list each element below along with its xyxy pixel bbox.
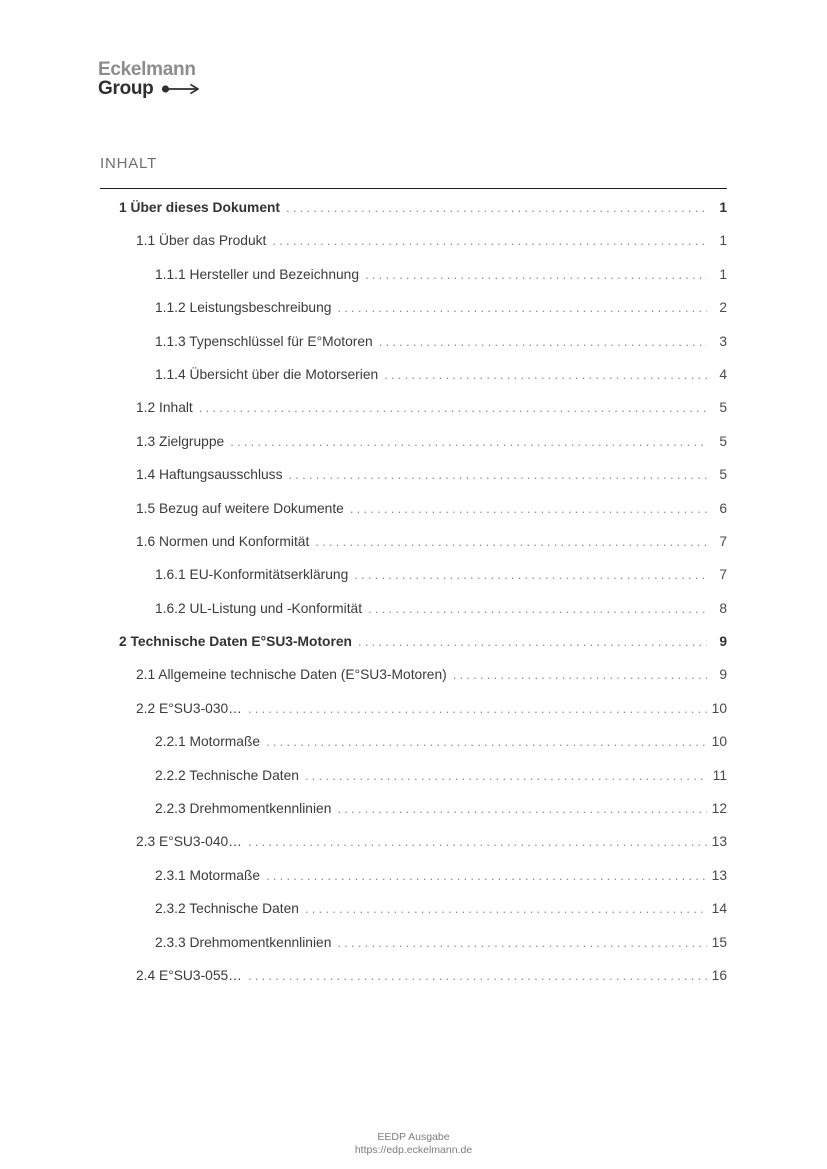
toc-dot-leader [379,325,707,358]
toc-entry-label: 1.1.4 Übersicht über die Motorserien [155,366,379,382]
toc-dot-leader [248,825,707,858]
toc-entry-page: 8 [719,600,727,616]
toc-entry-page: 5 [719,433,727,449]
toc-entry-page: 5 [719,467,727,483]
page-title: INHALT [100,155,158,172]
toc-entry-page: 1 [719,266,727,282]
footer-url[interactable]: https://edp.eckelmann.de [354,1144,473,1156]
toc-entry-label: 2.3.1 Motormaße [155,867,261,883]
toc-dot-leader [337,926,707,959]
toc-entry-page: 10 [711,700,727,716]
toc-entry-page: 9 [719,634,727,650]
toc-entry-label: 2.4 E°SU3-055… [136,967,242,983]
toc-entry-label: 1.1 Über das Produkt [136,233,267,249]
logo-line2-text: Group [98,78,154,99]
toc-dot-leader [305,892,707,925]
toc-dot-leader [286,191,707,224]
toc-dot-leader [248,959,707,992]
toc-dot-leader [248,692,707,725]
toc-row[interactable] [100,926,727,959]
toc-entry-label: 1.6 Normen und Konformität [136,533,310,549]
toc-row[interactable] [100,224,727,257]
toc-entry-page: 13 [711,834,727,850]
toc-entry-page: 11 [712,767,727,783]
toc-entry-label: 2.3 E°SU3-040… [136,834,242,850]
toc-entry-label: 2.3.2 Technische Daten [155,901,299,917]
toc-row[interactable] [100,792,727,825]
toc-row[interactable] [100,692,727,725]
toc-entry-page: 10 [711,734,727,750]
toc-entry-page: 15 [711,934,727,950]
toc-entry-page: 9 [719,667,727,683]
toc-entry-page: 7 [719,533,727,549]
toc-entry-page: 14 [711,901,727,917]
toc-entry-page: 13 [711,867,727,883]
toc-dot-leader [315,525,707,558]
toc-row[interactable] [100,558,727,591]
toc-dot-leader [199,391,707,424]
page-footer [0,1131,827,1157]
footer-edition-label: EEDP Ausgabe [377,1131,450,1143]
toc-row[interactable] [100,592,727,625]
company-logo [98,60,201,98]
toc-entry-label: 1.6.1 EU-Konformitätserklärung [155,567,349,583]
toc-row[interactable] [100,391,727,424]
toc-entry-page: 12 [711,801,727,817]
toc-dot-leader [368,592,707,625]
toc-entry-label: 2.1 Allgemeine technische Daten (E°SU3-Motoren) [136,667,447,683]
toc-entry-page: 6 [719,500,727,516]
logo-line1: Eckelmann [98,59,196,80]
toc-row[interactable] [100,625,727,658]
toc-row[interactable] [100,258,727,291]
toc-row[interactable] [100,725,727,758]
toc-dot-leader [384,358,707,391]
toc-dot-leader [266,725,707,758]
toc-dot-leader [337,792,707,825]
header-divider [100,188,727,189]
toc-row[interactable] [100,425,727,458]
toc-dot-leader [453,658,707,691]
toc-list [100,191,727,992]
logo-line2 [98,79,201,98]
toc-entry-label: 2 Technische Daten E°SU3-Motoren [119,634,352,650]
toc-row[interactable] [100,492,727,525]
toc-entry-label: 1.1.1 Hersteller und Bezeichnung [155,266,360,282]
toc-entry-page: 5 [719,400,727,416]
toc-entry-page: 1 [719,200,727,215]
toc-entry-page: 3 [719,333,727,349]
toc-dot-leader [288,458,707,491]
toc-entry-page: 7 [719,567,727,583]
toc-row[interactable] [100,892,727,925]
toc-dot-leader [350,492,707,525]
toc-row[interactable] [100,358,727,391]
toc-dot-leader [230,425,707,458]
toc-entry-label: 1.6.2 UL-Listung und -Konformität [155,600,363,616]
toc-row[interactable] [100,959,727,992]
toc-entry-page: 4 [719,366,727,382]
toc-entry-label: 2.2.2 Technische Daten [155,767,299,783]
toc-entry-page: 2 [719,300,727,316]
toc-row[interactable] [100,291,727,324]
toc-row[interactable] [100,191,727,224]
toc-row[interactable] [100,458,727,491]
toc-entry-label: 2.2.1 Motormaße [155,734,261,750]
toc-entry-label: 1.1.2 Leistungsbeschreibung [155,300,332,316]
dot-arrow-icon [161,83,201,95]
toc-dot-leader [266,859,707,892]
toc-row[interactable] [100,325,727,358]
toc-entry-label: 1.3 Zielgruppe [136,433,225,449]
toc-entry-label: 1 Über dieses Dokument [119,200,281,215]
toc-dot-leader [337,291,707,324]
toc-entry-label: 2.3.3 Drehmomentkennlinien [155,934,332,950]
toc-entry-label: 2.2 E°SU3-030… [136,700,242,716]
toc-entry-label: 1.1.3 Typenschlüssel für E°Motoren [155,333,373,349]
toc-dot-leader [305,759,707,792]
toc-entry-label: 1.2 Inhalt [136,400,193,416]
toc-row[interactable] [100,759,727,792]
toc-entry-label: 2.2.3 Drehmomentkennlinien [155,801,332,817]
toc-entry-page: 1 [719,233,727,249]
toc-dot-leader [365,258,707,291]
toc-row[interactable] [100,658,727,691]
toc-row[interactable] [100,859,727,892]
toc-dot-leader [272,224,707,257]
toc-entry-page: 16 [711,967,727,983]
toc-row[interactable] [100,825,727,858]
toc-dot-leader [354,558,707,591]
toc-entry-label: 1.4 Haftungsausschluss [136,467,283,483]
toc-entry-label: 1.5 Bezug auf weitere Dokumente [136,500,344,516]
toc-row[interactable] [100,525,727,558]
toc-dot-leader [358,625,707,658]
